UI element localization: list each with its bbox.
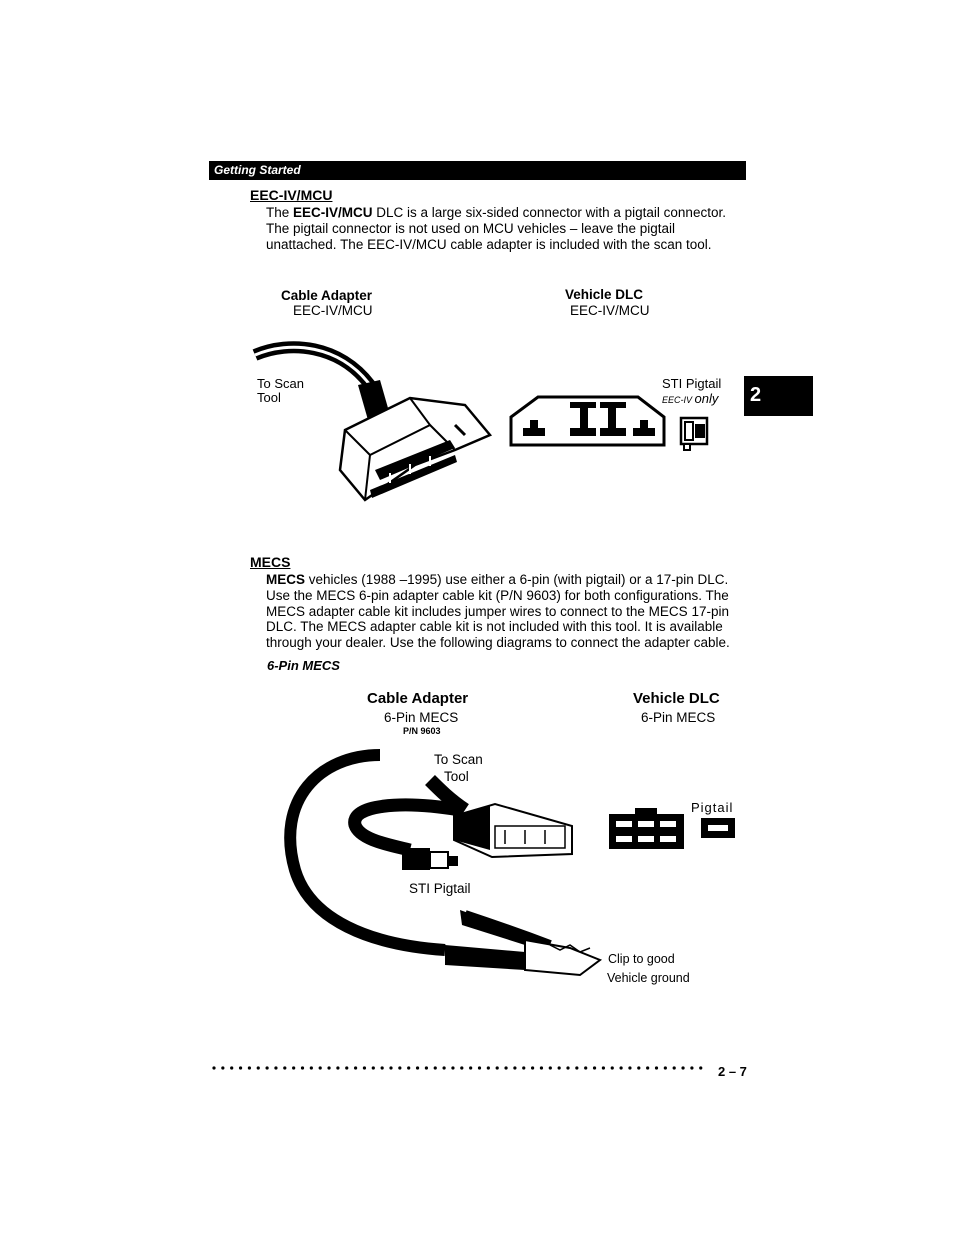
- eec-to-scan-line1: To Scan: [257, 376, 304, 391]
- footer-dot: [443, 1066, 446, 1069]
- mecs-to-scan-line1: To Scan: [434, 752, 483, 767]
- footer-dot: [266, 1066, 269, 1069]
- footer-dot: [522, 1066, 525, 1069]
- footer-dot: [558, 1066, 561, 1069]
- footer-dot: [248, 1066, 251, 1069]
- footer-dot: [354, 1066, 357, 1069]
- section-header-label: Getting Started: [214, 163, 301, 177]
- footer-dot: [336, 1066, 339, 1069]
- footer-dot: [566, 1066, 569, 1069]
- mecs-section-title: MECS: [250, 554, 291, 570]
- footer-dot: [496, 1066, 499, 1069]
- footer-dot: [504, 1066, 507, 1069]
- footer-dot: [363, 1066, 366, 1069]
- footer-dot: [478, 1066, 481, 1069]
- footer-dot: [407, 1066, 410, 1069]
- footer-dot: [221, 1066, 224, 1069]
- mecs-pigtail-label: Pigtail: [691, 800, 734, 815]
- mecs-clip-label: [607, 950, 690, 988]
- footer-dot: [540, 1066, 543, 1069]
- footer-dot: [372, 1066, 375, 1069]
- footer-dot: [620, 1066, 623, 1069]
- footer-dot: [531, 1066, 534, 1069]
- chapter-tab-number: 2: [750, 384, 762, 406]
- eec-vehicle-dlc-sub: EEC-IV/MCU: [570, 303, 650, 318]
- footer-dot: [681, 1066, 684, 1069]
- page-number: 2 – 7: [718, 1064, 747, 1079]
- footer-dot: [389, 1066, 392, 1069]
- footer-dot: [319, 1066, 322, 1069]
- footer-dot: [602, 1066, 605, 1069]
- eec-para-prefix: The: [266, 205, 294, 220]
- eec-sti-pigtail-connector-icon: [677, 412, 711, 452]
- eec-sti-pigtail-label: STI Pigtail: [662, 376, 722, 391]
- footer-dot: [584, 1066, 587, 1069]
- footer-dot: [593, 1066, 596, 1069]
- mecs-clip-line1: Clip to good: [608, 952, 675, 966]
- footer-dot: [398, 1066, 401, 1069]
- footer-dot: [292, 1066, 295, 1069]
- footer-dot: [549, 1066, 552, 1069]
- mecs-vehicle-dlc-title: Vehicle DLC: [633, 690, 720, 707]
- footer-dot: [425, 1066, 428, 1069]
- footer-dot: [611, 1066, 614, 1069]
- mecs-to-scan-line2: Tool: [444, 769, 469, 784]
- chapter-tab: [744, 376, 813, 416]
- mecs-para-bold: MECS: [266, 572, 306, 587]
- mecs-cable-adapter-illustration: [280, 730, 610, 990]
- mecs-paragraph: [266, 572, 748, 651]
- eec-iv-small: EEC-IV: [662, 395, 693, 405]
- mecs-vehicle-dlc-sub: 6-Pin MECS: [641, 710, 716, 725]
- footer-dot: [628, 1066, 631, 1069]
- footer-dot: [283, 1066, 286, 1069]
- mecs-para-text: vehicles (1988 –1995) use either a 6-pin (with pigtail) or a 17-pin DLC. Use the MECS 6-pin adapter cable kit (P/N 9603) for both configurations. The MECS adapter cable kit includes jumper wires to connect to the MECS 17-pin DLC. The MECS adapter cable kit is not included with this tool. It is available through your dealer. Use the following diagrams to connect the adapter cable.: [266, 572, 730, 651]
- footer-dot: [451, 1066, 454, 1069]
- eec-cable-adapter-title: Cable Adapter: [281, 288, 373, 303]
- mecs-subheading: 6-Pin MECS: [267, 658, 340, 673]
- eec-section-title: EEC-IV/MCU: [250, 187, 333, 203]
- eec-paragraph: [266, 205, 748, 252]
- footer-dot: [487, 1066, 490, 1069]
- eec-para-bold: EEC-IV/MCU: [293, 205, 373, 220]
- footer-dot: [274, 1066, 277, 1069]
- footer-dot: [673, 1066, 676, 1069]
- mecs-clip-line2: Vehicle ground: [607, 971, 690, 985]
- footer-dot: [345, 1066, 348, 1069]
- eec-vehicle-dlc-title: Vehicle DLC: [565, 287, 644, 302]
- footer-dot: [637, 1066, 640, 1069]
- eec-cable-adapter-illustration: [250, 340, 500, 510]
- eec-vehicle-dlc-illustration: [508, 392, 668, 448]
- footer-dot: [257, 1066, 260, 1069]
- eec-to-scan-line2: Tool: [257, 390, 281, 405]
- eec-cable-adapter-sub: EEC-IV/MCU: [293, 303, 373, 318]
- footer-dot-leader: [212, 1064, 706, 1072]
- footer-dot: [212, 1066, 215, 1069]
- footer-dot: [301, 1066, 304, 1069]
- footer-dot: [690, 1066, 693, 1069]
- footer-dot: [469, 1066, 472, 1069]
- mecs-pigtail-connector-icon: [699, 816, 737, 840]
- mecs-sti-pigtail-label: STI Pigtail: [409, 881, 471, 896]
- footer-dot: [460, 1066, 463, 1069]
- eec-iv-only-label: [662, 391, 718, 406]
- footer-dot: [310, 1066, 313, 1069]
- mecs-cable-adapter-sub: 6-Pin MECS: [384, 710, 459, 725]
- mecs-vehicle-dlc-illustration: [607, 806, 687, 852]
- footer-dot: [327, 1066, 330, 1069]
- footer-dot: [655, 1066, 658, 1069]
- footer-dot: [239, 1066, 242, 1069]
- footer-dot: [575, 1066, 578, 1069]
- footer-dot: [434, 1066, 437, 1069]
- footer-dot: [664, 1066, 667, 1069]
- footer-dot: [646, 1066, 649, 1069]
- mecs-part-number: P/N 9603: [403, 726, 441, 736]
- eec-only: only: [694, 391, 719, 406]
- footer-dot: [416, 1066, 419, 1069]
- eec-para-text: DLC is a large six-sided connector with a pigtail connector. The pigtail connector is not used on MCU vehicles – leave the pigtail unattached. The EEC-IV/MCU cable adapter is included with the scan tool.: [266, 205, 726, 252]
- footer-dot: [513, 1066, 516, 1069]
- footer-dot: [230, 1066, 233, 1069]
- footer-dot: [381, 1066, 384, 1069]
- section-header-bar: [209, 161, 746, 180]
- footer-dot: [699, 1066, 702, 1069]
- mecs-cable-adapter-title: Cable Adapter: [367, 690, 469, 707]
